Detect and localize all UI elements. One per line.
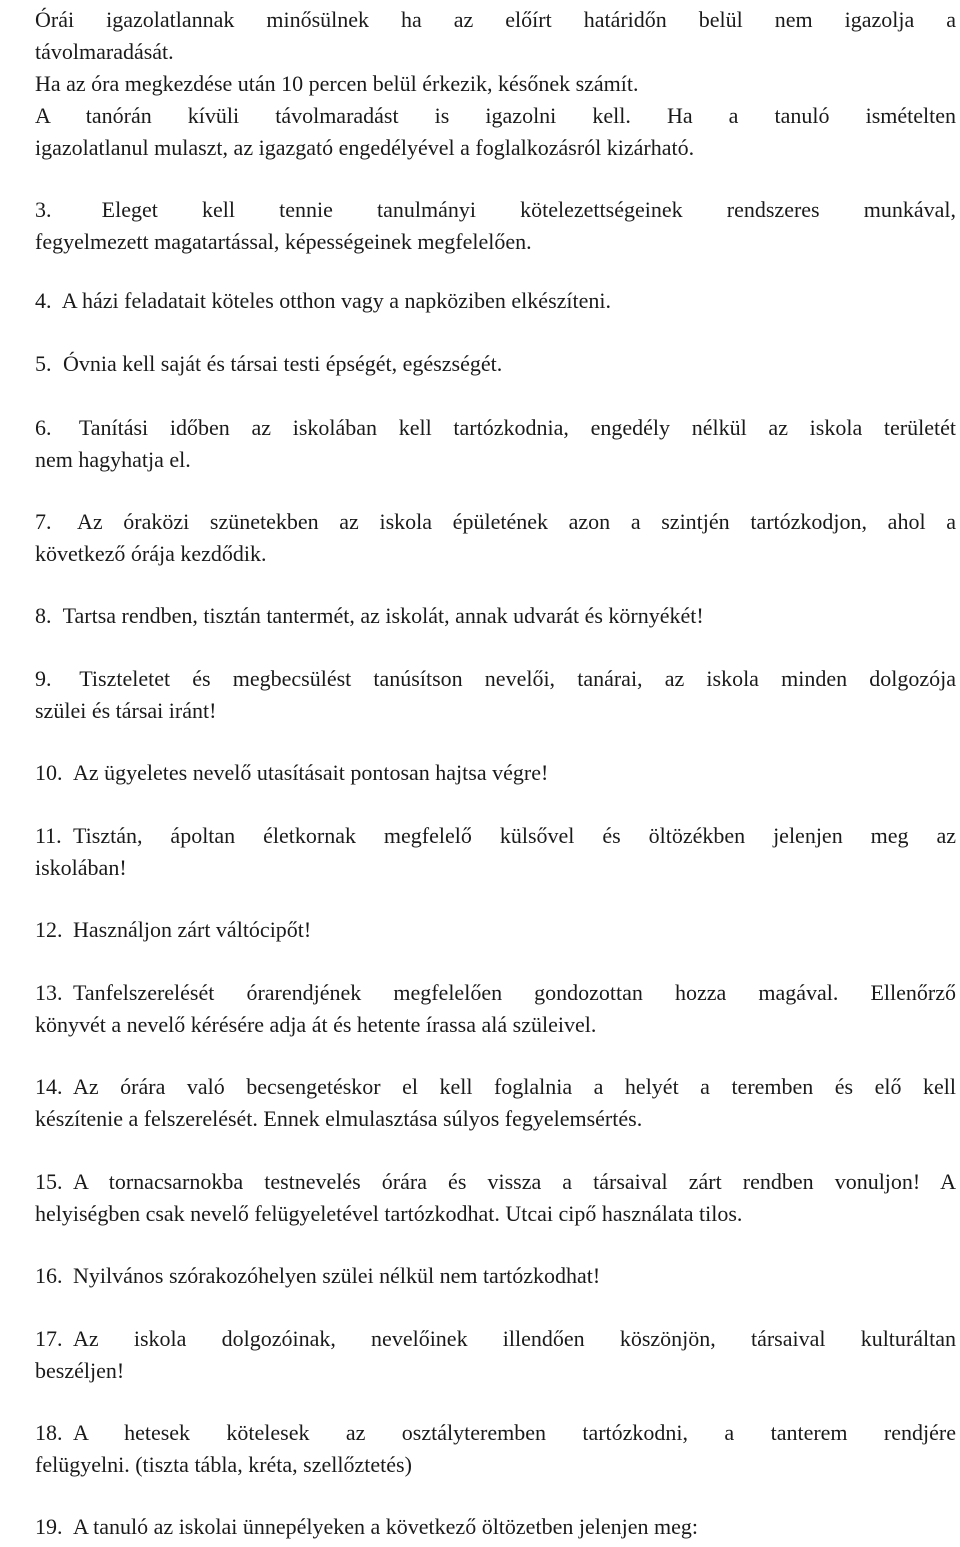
rule-number: 15. [35, 1169, 63, 1194]
rule-text-first-line-wrap [35, 506, 956, 538]
rule-text [35, 348, 956, 380]
rule-number: 18. [35, 1420, 63, 1445]
intro-line: igazolatlanul mulaszt, az igazgató engedélyével a foglalkozásról kizárható. [35, 135, 695, 160]
rule-item [35, 1417, 956, 1480]
rule-number: 11. [35, 823, 62, 848]
rule-number-inline: 9. [35, 666, 52, 691]
rule-item [35, 663, 956, 726]
rule-text [35, 1417, 956, 1480]
rule-item [35, 506, 956, 569]
rule-text [35, 820, 956, 883]
rule-item [35, 977, 956, 1040]
rule-item [35, 1323, 956, 1386]
intro-line: Órái igazolatlannak minősülnek ha az előírt határidőn belül nem igazolja a [35, 7, 956, 32]
rule-text [35, 412, 956, 475]
rule-text-first-line-wrap [35, 194, 956, 226]
rule-item [35, 1511, 956, 1543]
rule-text-continuation: helyiségben csak nevelő felügyeletével tartózkodhat. Utcai cipő használata tilos. [35, 1200, 743, 1226]
rule-text-first-line: Az óraközi szünetekben az iskola épületének azon a szintjén tartózkodjon, ahol a [76, 509, 956, 534]
rule-number-inline: 4. [35, 288, 52, 313]
rule-text-first-line-wrap [35, 663, 956, 695]
rule-text [35, 1166, 956, 1229]
rule-text-first-line: Óvnia kell saját és társai testi épségét, egészségét. [63, 351, 503, 376]
intro-line: távolmaradását. [35, 39, 174, 64]
rule-item [35, 600, 956, 632]
rule-text-first-line: Tanfelszerelését órarendjének megfelelően gondozottan hozza magával. Ellenőrző [73, 980, 956, 1005]
rule-text [35, 194, 956, 257]
rule-number-inline: 8. [35, 603, 52, 628]
rule-text [35, 757, 956, 789]
rule-number: 10. [35, 760, 63, 785]
rule-text-first-line: A tornacsarnokba testnevelés órára és vissza a társaival zárt rendben vonuljon! A [73, 1169, 956, 1194]
rule-text-first-line: A tanuló az iskolai ünnepélyeken a következő öltözetben jelenjen meg: [73, 1514, 698, 1539]
rule-number-inline: 5. [35, 351, 52, 376]
rule-number: 13. [35, 980, 63, 1005]
rule-text-continuation: felügyelni. (tiszta tábla, kréta, szellőztetés) [35, 1451, 412, 1477]
rule-text-continuation: nem hagyhatja el. [35, 446, 191, 472]
rule-text-first-line: Az órára való becsengetéskor el kell foglalnia a helyét a teremben és elő kell [73, 1074, 956, 1099]
intro-line: A tanórán kívüli távolmaradást is igazolni kell. Ha a tanuló ismételten [35, 103, 956, 128]
rule-text [35, 600, 956, 632]
intro-line: Ha az óra megkezdése után 10 percen belül érkezik, későnek számít. [35, 71, 639, 96]
rule-text-first-line: Tiszteletet és megbecsülést tanúsítson nevelői, tanárai, az iskola minden dolgozója [79, 666, 956, 691]
rule-text-first-line: Az ügyeletes nevelő utasításait pontosan hajtsa végre! [73, 760, 549, 785]
rule-number: 16. [35, 1263, 63, 1288]
rule-item [35, 914, 956, 946]
rule-text [35, 285, 956, 317]
rule-number: 14. [35, 1074, 63, 1099]
rule-text-first-line: Tartsa rendben, tisztán tantermét, az iskolát, annak udvarát és környékét! [62, 603, 704, 628]
rule-text-first-line-wrap [35, 348, 956, 380]
rule-item [35, 820, 956, 883]
rule-number: 17. [35, 1326, 63, 1351]
rule-item [35, 1260, 956, 1292]
rule-text [35, 1511, 956, 1543]
rule-text-continuation: fegyelmezett magatartással, képességeinek megfelelően. [35, 228, 532, 254]
rule-text [35, 663, 956, 726]
rule-item [35, 348, 956, 380]
rule-number-inline: 7. [35, 509, 52, 534]
rule-number: 19. [35, 1514, 63, 1539]
rule-text-first-line: A házi feladatait köteles otthon vagy a napköziben elkészíteni. [61, 288, 611, 313]
rule-text-first-line: Az iskola dolgozóinak, nevelőinek illendően köszönjön, társaival kulturáltan [73, 1326, 956, 1351]
intro-paragraph [35, 4, 956, 164]
rule-text-continuation: következő órája kezdődik. [35, 540, 267, 566]
rule-text-first-line: Eleget kell tennie tanulmányi kötelezettségeinek rendszeres munkával, [101, 197, 957, 222]
rule-number: 12. [35, 917, 63, 942]
rule-text [35, 1260, 956, 1292]
rule-item [35, 412, 956, 475]
rule-text-first-line: Tanítási időben az iskolában kell tartózkodnia, engedély nélkül az iskola területét [78, 415, 957, 440]
rule-item [35, 757, 956, 789]
rule-item [35, 194, 956, 257]
rule-text [35, 914, 956, 946]
rule-text [35, 977, 956, 1040]
rule-number-inline: 6. [35, 415, 52, 440]
rule-item [35, 1071, 956, 1134]
rule-text-continuation: készítenie a felszerelését. Ennek elmulasztása súlyos fegyelemsértés. [35, 1105, 643, 1131]
rule-text-continuation: szülei és társai iránt! [35, 697, 217, 723]
rule-text-first-line-wrap [35, 285, 956, 317]
rule-number-inline: 3. [35, 197, 52, 222]
rule-text-continuation: beszéljen! [35, 1357, 125, 1383]
rule-text-first-line-wrap [35, 600, 956, 632]
rule-text-first-line: Tisztán, ápoltan életkornak megfelelő külsővel és öltözékben jelenjen meg az [73, 823, 956, 848]
rule-text-continuation: iskolában! [35, 854, 127, 880]
rule-item [35, 285, 956, 317]
rule-text [35, 1323, 956, 1386]
rule-item [35, 1166, 956, 1229]
rule-text [35, 1071, 956, 1134]
rule-text-first-line: Használjon zárt váltócipőt! [73, 917, 312, 942]
rule-text [35, 506, 956, 569]
rule-text-first-line-wrap [35, 412, 956, 444]
rule-text-first-line: Nyilvános szórakozóhelyen szülei nélkül nem tartózkodhat! [73, 1263, 601, 1288]
rule-text-first-line: A hetesek kötelesek az osztályteremben tartózkodni, a tanterem rendjére [73, 1420, 956, 1445]
rule-text-continuation: könyvét a nevelő kérésére adja át és hetente írassa alá szüleivel. [35, 1011, 597, 1037]
